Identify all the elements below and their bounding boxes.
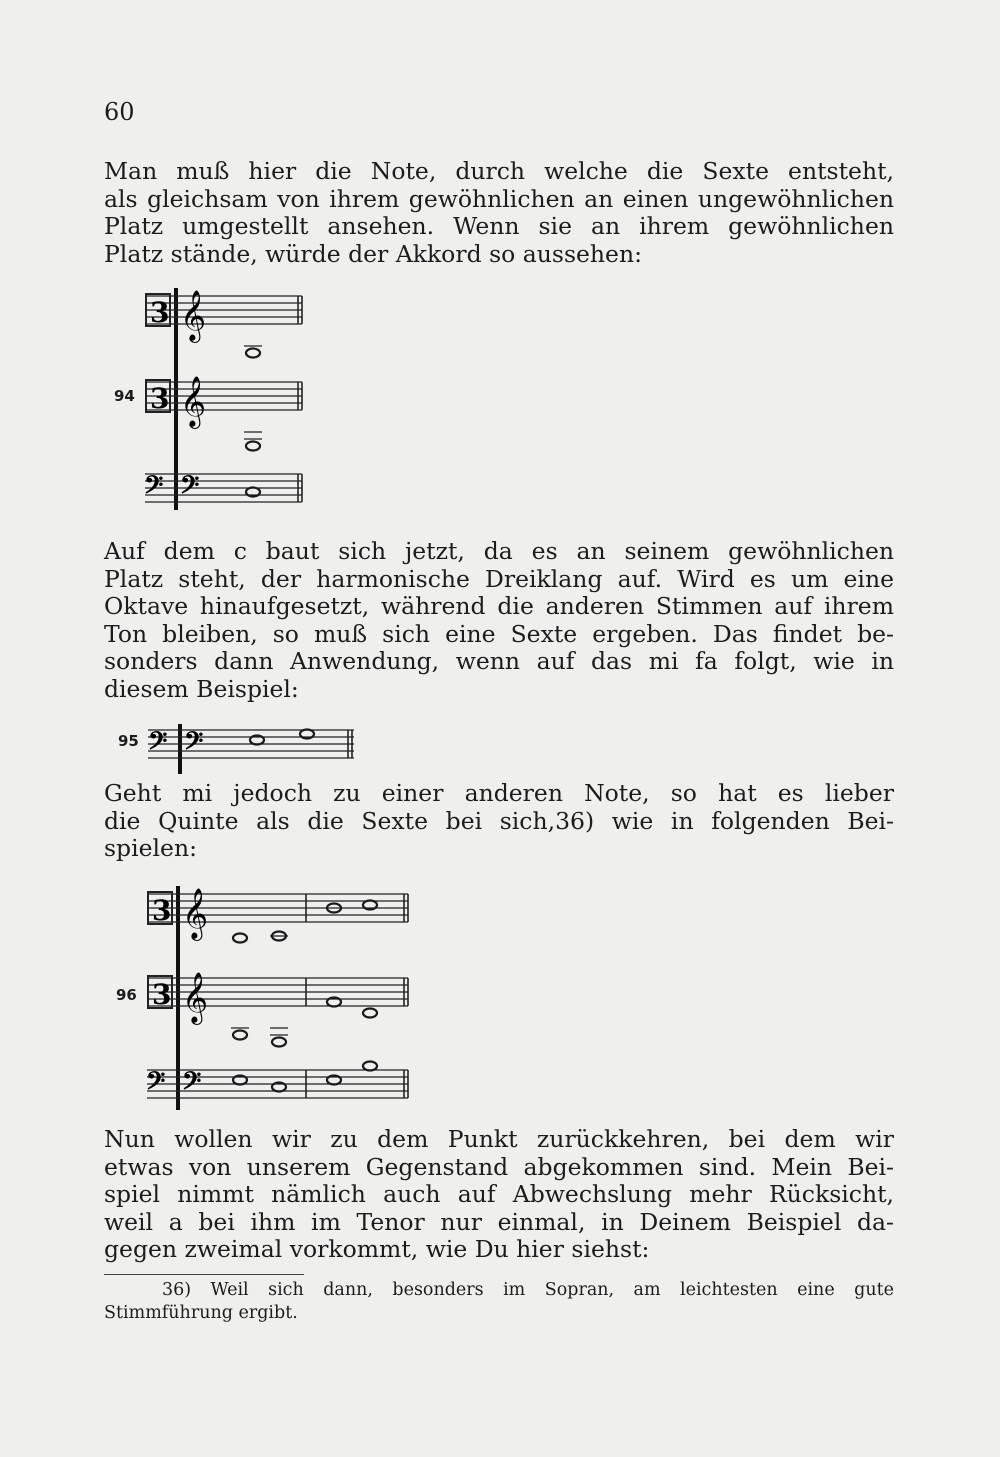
paragraph-1 (104, 158, 894, 268)
c-clef-icon: 3 (150, 382, 170, 415)
whole-note (363, 1009, 377, 1018)
c-clef-icon: 3 (152, 894, 172, 927)
footnote-divider (104, 1274, 304, 1275)
paragraph-2 (104, 538, 894, 704)
music-example-96 (142, 880, 422, 1112)
text-line: etwas von unserem Gegenstand abgekommen sind. Mein Bei- (104, 1152, 894, 1181)
bass-clef-icon: 𝄢 (184, 727, 204, 762)
whole-note (363, 1062, 377, 1071)
text-line: gegen zweimal vorkommt, wie Du hier siehst: (104, 1235, 650, 1264)
bass-clef-icon: 𝄢 (180, 471, 200, 506)
staff-alto (145, 376, 302, 451)
whole-note (233, 1031, 247, 1040)
text-line: Ton bleiben, so muß sich eine Sexte ergeben. Das findet be- (104, 619, 894, 648)
paragraph-3 (104, 780, 894, 863)
whole-note (246, 442, 260, 451)
text-line: als gleichsam von ihrem gewöhnlichen an einen ungewöhnlichen (104, 184, 894, 213)
bass-clef-icon: 𝄢 (182, 1067, 202, 1102)
text-line: die Quinte als die Sexte bei sich,36) wie in folgenden Bei- (104, 806, 894, 835)
music-example-94 (140, 282, 320, 514)
example-number-94: 94 (114, 387, 135, 405)
example-number-96: 96 (116, 986, 137, 1004)
text-line: diesem Beispiel: (104, 674, 299, 703)
staff-soprano (147, 888, 408, 943)
music-example-95 (144, 716, 364, 776)
treble-clef-icon: 𝄞 (182, 888, 209, 939)
footnote-36 (104, 1279, 894, 1325)
treble-clef-icon: 𝄞 (182, 972, 209, 1023)
text-line: Oktave hinaufgesetzt, während die anderen Stimmen auf ihrem (104, 592, 894, 621)
text-line: Platz steht, der harmonische Dreiklang auf. Wird es um eine (104, 564, 894, 593)
bass-clef-icon: 𝄢 (148, 727, 168, 762)
whole-note (233, 934, 247, 943)
text-line: Auf dem c baut sich jetzt, da es an seinem gewöhnlichen (104, 537, 894, 565)
paragraph-4 (104, 1126, 894, 1264)
staff-alto (147, 972, 408, 1047)
text-line: sonders dann Anwendung, wenn auf das mi fa folgt, wie in (104, 647, 894, 676)
whole-note (246, 349, 260, 358)
treble-clef-icon: 𝄞 (180, 290, 207, 341)
bass-clef-icon: 𝄢 (144, 471, 164, 506)
page-number: 60 (104, 98, 135, 126)
text-line: weil a bei ihm im Tenor nur einmal, in Deinem Beispiel da- (104, 1207, 894, 1236)
c-clef-icon: 3 (150, 296, 170, 329)
footnote-line: 36) Weil sich dann, besonders im Sopran, am leichtesten eine gute (162, 1280, 894, 1300)
bass-clef-icon: 𝄢 (146, 1067, 166, 1102)
text-line: Man muß hier die Note, durch welche die Sexte entsteht, (104, 157, 894, 185)
treble-clef-icon: 𝄞 (180, 376, 207, 427)
whole-note (272, 1038, 286, 1047)
example-number-95: 95 (118, 732, 139, 750)
c-clef-icon: 3 (152, 978, 172, 1011)
text-line: spielen: (104, 834, 198, 863)
footnote-line: Stimmführung ergibt. (104, 1303, 298, 1323)
text-line: Nun wollen wir zu dem Punkt zurückkehren, bei dem wir (104, 1125, 894, 1153)
staff-soprano (145, 290, 302, 358)
text-line: Geht mi jedoch zu einer anderen Note, so hat es lieber (104, 779, 894, 807)
text-line: Platz umgestellt ansehen. Wenn sie an ihrem gewöhnlichen (104, 212, 894, 241)
staff-bass (146, 1062, 408, 1103)
staff-bass (144, 471, 302, 506)
text-line: Platz stände, würde der Akkord so aussehen: (104, 239, 643, 268)
text-line: spiel nimmt nämlich auch auf Abwechslung mehr Rücksicht, (104, 1180, 894, 1209)
